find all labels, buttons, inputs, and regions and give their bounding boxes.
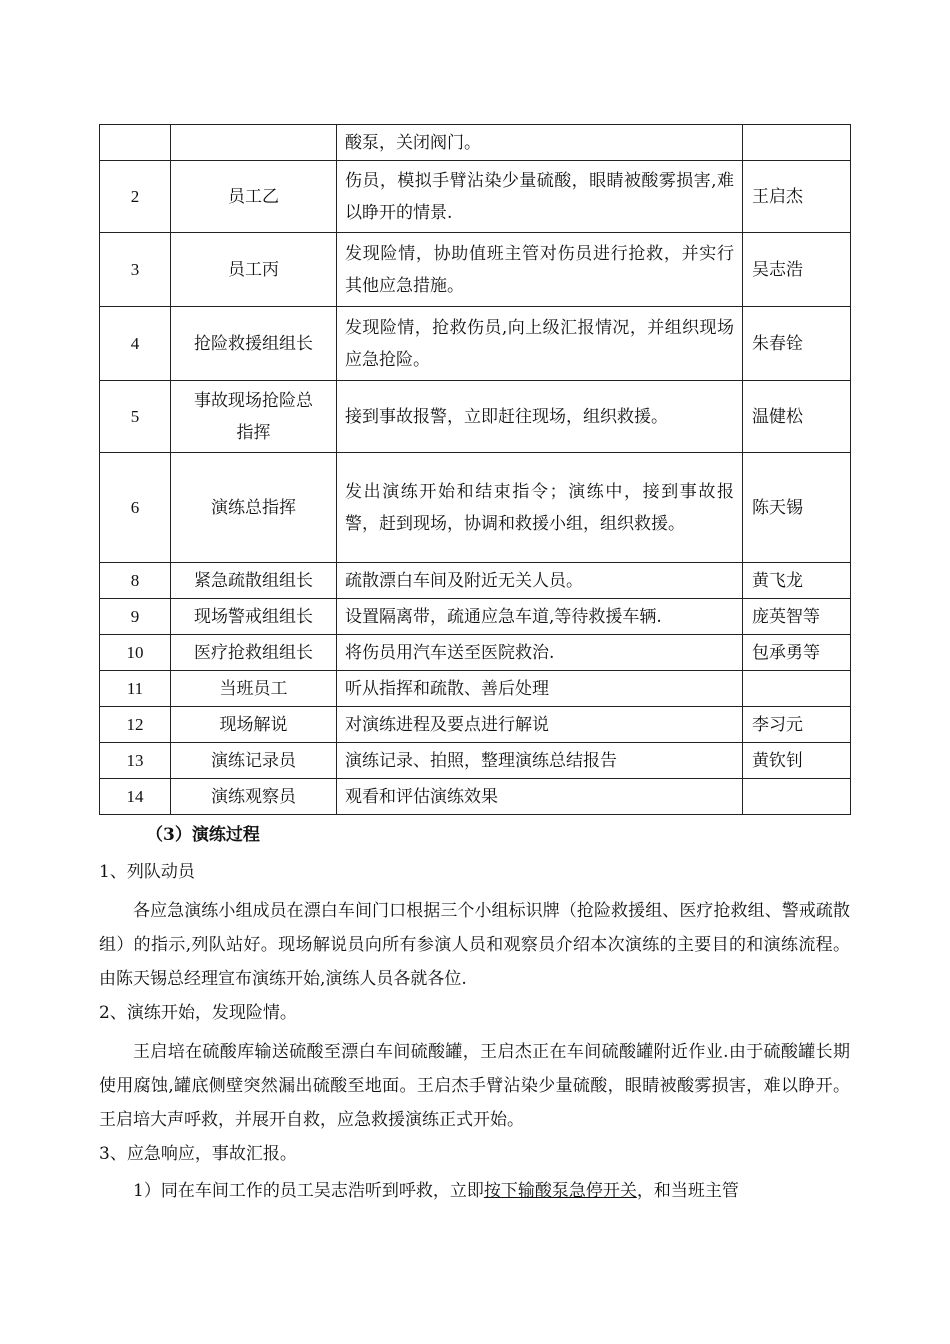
table-row	[100, 779, 851, 815]
row-person	[743, 233, 851, 307]
row-person	[743, 599, 851, 635]
row-role-text: 员工乙	[228, 186, 279, 207]
table-row	[100, 635, 851, 671]
table-row	[100, 707, 851, 743]
row-person	[743, 381, 851, 453]
row-description	[337, 125, 743, 161]
row-description-text: 伤员，模拟手臂沾染少量硫酸，眼睛被酸雾损害,难以睁开的情景.	[345, 170, 734, 223]
row-number-text: 12	[126, 714, 144, 734]
row-person-text: 包承勇等	[752, 642, 820, 663]
row-person	[743, 635, 851, 671]
row-number-text: 9	[130, 606, 140, 626]
row-number	[100, 671, 171, 707]
row-role	[171, 707, 337, 743]
row-person-text: 吴志浩	[752, 259, 803, 280]
row-number	[100, 707, 171, 743]
row-person	[743, 307, 851, 381]
row-description-text: 将伤员用汽车送至医院救治.	[345, 642, 555, 663]
row-role-text: 事故现场抢险总指挥	[194, 390, 313, 443]
row-number	[100, 635, 171, 671]
row-number-text: 2	[130, 186, 140, 206]
row-role	[171, 635, 337, 671]
table-row	[100, 381, 851, 453]
row-person	[743, 563, 851, 599]
process-section	[99, 820, 850, 1207]
row-role	[171, 743, 337, 779]
row-description	[337, 307, 743, 381]
row-person-text: 温健松	[752, 406, 803, 427]
row-person	[743, 779, 851, 815]
row-description-text: 听从指挥和疏散、善后处理	[345, 678, 549, 699]
row-role	[171, 161, 337, 233]
row-number	[100, 599, 171, 635]
row-number-text: 5	[130, 406, 140, 426]
step1-paragraph: 各应急演练小组成员在漂白车间门口根据三个小组标识牌（抢险救援组、医疗抢救组、警戒疏散组）的指示,列队站好。现场解说员向所有参演人员和观察员介绍本次演练的主要目的和演练流程。由陈天锡总经理宣布演练开始,演练人员各就各位.	[99, 901, 850, 989]
row-description	[337, 563, 743, 599]
table-row	[100, 599, 851, 635]
row-role-text: 紧急疏散组组长	[194, 570, 313, 591]
row-person	[743, 671, 851, 707]
row-number	[100, 161, 171, 233]
row-number	[100, 233, 171, 307]
row-description-text: 发现险情，协助值班主管对伤员进行抢救，并实行其他应急措施。	[345, 243, 734, 296]
row-role-text: 医疗抢救组组长	[194, 642, 313, 663]
row-number-text: 6	[130, 497, 140, 517]
table-row	[100, 671, 851, 707]
row-role-text: 抢险救援组组长	[194, 333, 313, 354]
row-role	[171, 779, 337, 815]
row-number	[100, 743, 171, 779]
row-role-text: 演练观察员	[211, 786, 296, 807]
row-description-text: 接到事故报警，立即赶往现场，组织救援。	[345, 406, 668, 427]
row-role	[171, 453, 337, 563]
row-description-text: 酸泵，关闭阀门。	[345, 132, 481, 153]
row-number-text: 11	[126, 678, 144, 698]
row-person-text: 黄钦钊	[752, 750, 803, 771]
row-role	[171, 599, 337, 635]
row-role	[171, 381, 337, 453]
row-person	[743, 743, 851, 779]
row-description-text: 观看和评估演练效果	[345, 786, 498, 807]
step1-title: 1、列队动员	[99, 862, 195, 882]
row-role-text: 演练总指挥	[211, 497, 296, 518]
row-number-text: 13	[126, 750, 144, 770]
row-description-text: 疏散漂白车间及附近无关人员。	[345, 570, 583, 591]
role-table-body	[100, 125, 851, 815]
row-description	[337, 233, 743, 307]
row-person	[743, 707, 851, 743]
table-row	[100, 125, 851, 161]
row-role	[171, 307, 337, 381]
step3-text-b: ，和当班主管	[636, 1181, 739, 1201]
row-number-text: 10	[126, 642, 144, 662]
row-description	[337, 671, 743, 707]
row-role-text: 现场警戒组组长	[194, 606, 313, 627]
row-description	[337, 161, 743, 233]
row-person	[743, 453, 851, 563]
row-person-text: 黄飞龙	[752, 570, 803, 591]
row-description	[337, 381, 743, 453]
row-role	[171, 563, 337, 599]
row-description	[337, 635, 743, 671]
row-number-text: 14	[126, 786, 144, 806]
row-role	[171, 125, 337, 161]
step3-underlined-text: 按下输酸泵急停开关	[483, 1181, 637, 1201]
row-person-text: 朱春铨	[752, 333, 803, 354]
row-description	[337, 599, 743, 635]
row-number	[100, 307, 171, 381]
row-role-text: 演练记录员	[211, 750, 296, 771]
row-description-text: 发出演练开始和结束指令；演练中，接到事故报警，赶到现场，协调和救援小组，组织救援。	[345, 481, 734, 534]
table-row	[100, 453, 851, 563]
process-heading: （3）演练过程	[146, 825, 260, 845]
step2-paragraph: 王启培在硫酸库输送硫酸至漂白车间硫酸罐，王启杰正在车间硫酸罐附近作业.由于硫酸罐长期使用腐蚀,罐底侧壁突然漏出硫酸至地面。王启杰手臂沾染少量硫酸，眼睛被酸雾损害，难以睁开。王启培大声呼救，并展开自救，应急救援演练正式开始。	[99, 1042, 850, 1130]
step2-title: 2、演练开始，发现险情。	[99, 1003, 297, 1023]
row-person-text: 庞英智等	[752, 606, 820, 627]
step3-paragraph	[99, 1176, 850, 1207]
table-row	[100, 743, 851, 779]
step3-title: 3、应急响应，事故汇报。	[99, 1144, 297, 1164]
row-description-text: 演练记录、拍照，整理演练总结报告	[345, 750, 617, 771]
table-row	[100, 307, 851, 381]
row-number-text: 3	[130, 259, 140, 279]
table-row	[100, 161, 851, 233]
row-person-text: 陈天锡	[752, 497, 803, 518]
row-number	[100, 453, 171, 563]
row-role	[171, 233, 337, 307]
row-description	[337, 779, 743, 815]
row-role	[171, 671, 337, 707]
row-description-text: 发现险情，抢救伤员,向上级汇报情况，并组织现场应急抢险。	[345, 317, 734, 370]
role-table	[99, 124, 851, 815]
row-description	[337, 453, 743, 563]
row-person	[743, 161, 851, 233]
row-number-text: 8	[130, 570, 140, 590]
table-row	[100, 563, 851, 599]
row-number	[100, 563, 171, 599]
row-number-text: 4	[130, 333, 140, 353]
row-description	[337, 743, 743, 779]
row-number	[100, 381, 171, 453]
row-person-text: 李习元	[752, 714, 803, 735]
row-person-text: 王启杰	[752, 186, 803, 207]
row-number	[100, 779, 171, 815]
row-role-text: 员工丙	[228, 259, 279, 280]
row-description	[337, 707, 743, 743]
row-role-text: 现场解说	[219, 714, 288, 735]
table-row	[100, 233, 851, 307]
row-person	[743, 125, 851, 161]
row-number	[100, 125, 171, 161]
step3-text-a: 1）同在车间工作的员工吴志浩听到呼救，立即	[133, 1181, 484, 1201]
row-description-text: 对演练进程及要点进行解说	[345, 714, 549, 735]
row-role-text: 当班员工	[219, 678, 288, 699]
row-description-text: 设置隔离带，疏通应急车道,等待救援车辆.	[345, 606, 662, 627]
